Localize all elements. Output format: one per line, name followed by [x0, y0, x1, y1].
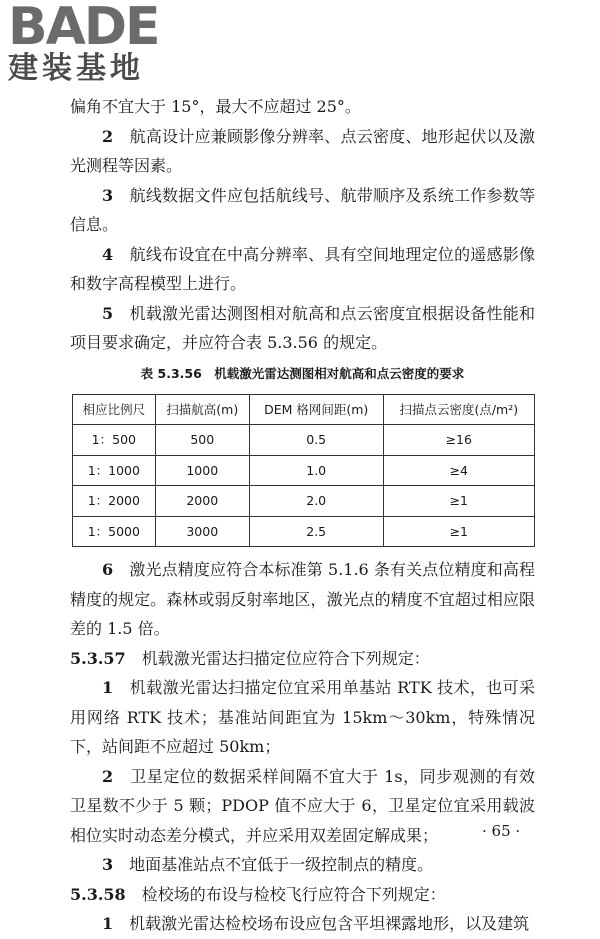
table-header-cell: DEM 格网间距(m) [249, 394, 383, 425]
paragraph-item-5: 5 机载激光雷达测图相对航高和点云密度宜根据设备性能和项目要求确定，并应符合表 5.3.56 的规定。 [70, 303, 535, 352]
table-cell: 0.5 [249, 425, 383, 456]
density-table [72, 394, 535, 548]
paragraph-item-4: 4 航线布设宜在中高分辨率、具有空间地理定位的遥感影像和数字高程模型上进行。 [70, 244, 535, 293]
table-cell: 1：2000 [73, 486, 156, 517]
table-row [73, 486, 535, 517]
table-cell: ≥4 [383, 455, 534, 486]
clause-5-3-57-item-1: 1 机载激光雷达扫描定位宜采用单基站 RTK 技术，也可采用网络 RTK 技术；基准站间距宜为 15km～30km，特殊情况下，站间距不应超过 50km； [70, 678, 535, 756]
table-cell: ≥1 [383, 486, 534, 517]
table-cell: 1：500 [73, 425, 156, 456]
table-row [73, 516, 535, 547]
clause-5-3-57: 5.3.57 机载激光雷达扫描定位应符合下列规定： [70, 648, 430, 668]
table-header-cell: 相应比例尺 [73, 394, 156, 425]
logo-chinese-text: 建装基地 [8, 51, 144, 86]
table-cell: 2.5 [249, 516, 383, 547]
page-number: · 65 · [482, 822, 521, 840]
table-cell: ≥16 [383, 425, 534, 456]
logo [8, 0, 178, 92]
table-cell: 1000 [155, 455, 249, 486]
table-caption: 表 5.3.56 机载激光雷达测图相对航高和点云密度的要求 [140, 365, 465, 381]
table-header-cell: 扫描航高(m) [155, 394, 249, 425]
table-cell: 2000 [155, 486, 249, 517]
table-row [73, 425, 535, 456]
clause-5-3-57-item-3: 3 地面基准站点不宜低于一级控制点的精度。 [102, 855, 434, 874]
table-cell: 2.0 [249, 486, 383, 517]
paragraph-continued: 偏角不宜大于 15°，最大不应超过 25°。 [70, 97, 361, 116]
paragraph-item-6: 6 激光点精度应符合本标准第 5.1.6 条有关点位精度和高程精度的规定。森林或弱反射率地区，激光点的精度不宜超过相应限差的 1.5 倍。 [70, 560, 535, 638]
paragraph-item-2: 2 航高设计应兼顾影像分辨率、点云密度、地形起伏以及激光测程等因素。 [70, 126, 535, 175]
table-cell: 500 [155, 425, 249, 456]
logo-latin-text: BADE [8, 0, 159, 57]
document-body [70, 92, 535, 939]
clause-5-3-58: 5.3.58 检校场的布设与检校飞行应符合下列规定： [70, 884, 446, 904]
table-cell: 3000 [155, 516, 249, 547]
paragraph-item-3: 3 航线数据文件应包括航线号、航带顺序及系统工作参数等信息。 [70, 185, 535, 234]
table-header-cell: 扫描点云密度(点/m²) [383, 394, 534, 425]
clause-5-3-58-item-1: 1 机载激光雷达检校场布设应包含平坦裸露地形，以及建筑 [102, 914, 530, 933]
table-cell: 1.0 [249, 455, 383, 486]
table-row [73, 455, 535, 486]
table-cell: 1：1000 [73, 455, 156, 486]
table-header-row [73, 394, 535, 425]
clause-5-3-57-item-2: 2 卫星定位的数据采样间隔不宜大于 1s，同步观测的有效卫星数不少于 5 颗；PDOP 值不应大于 6，卫星定位宜采用载波相位实时动态差分模式，并应采用双差固定解成果； [70, 766, 535, 845]
table-cell: 1：5000 [73, 516, 156, 547]
table-cell: ≥1 [383, 516, 534, 547]
